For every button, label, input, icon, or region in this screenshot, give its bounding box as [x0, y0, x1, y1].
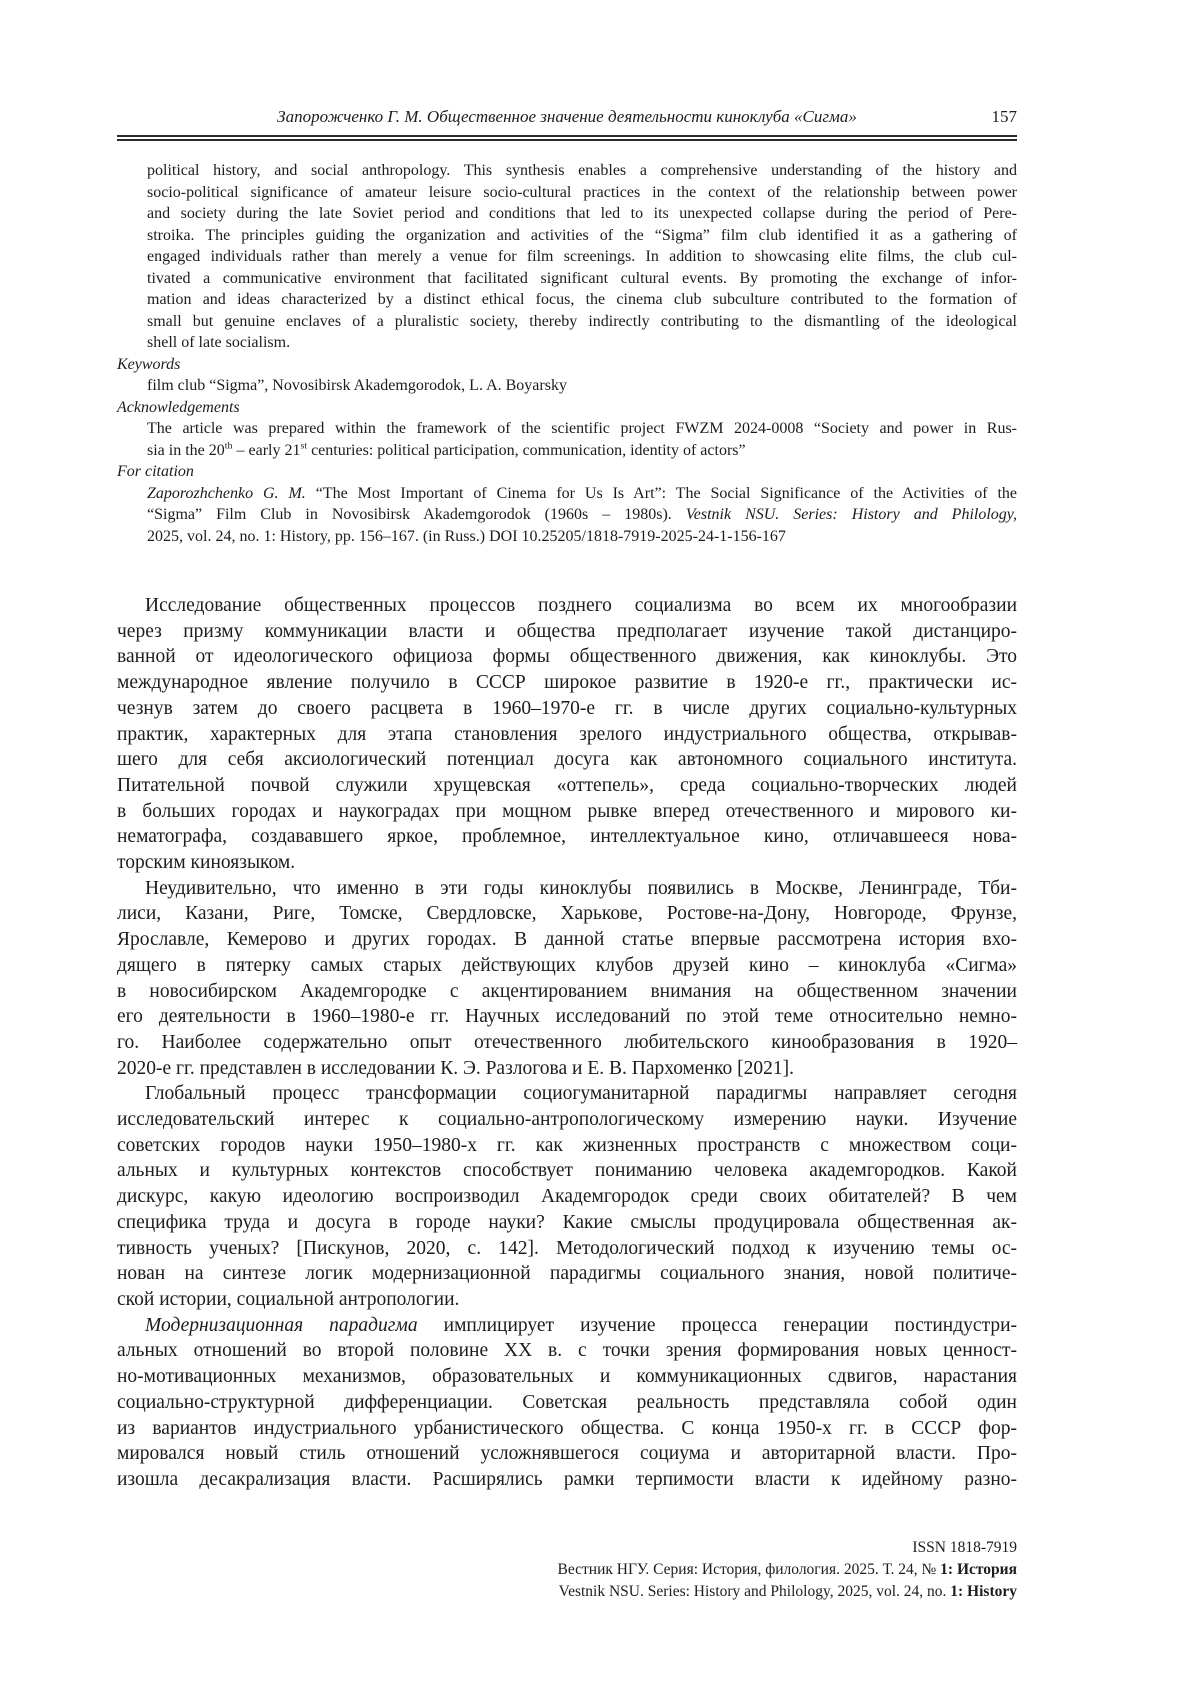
text-segment: th	[224, 440, 233, 452]
for-citation-label: For citation	[117, 463, 194, 480]
text-segment: из вариантов индустриального урбанистического общества. С конца 1950-х гг. в СССР фор-	[117, 1417, 1017, 1439]
text-line	[117, 593, 1017, 619]
text-segment: ISSN 1818-7919	[912, 1539, 1017, 1556]
text-line	[147, 332, 1017, 354]
text-line	[117, 1364, 1017, 1390]
text-line	[147, 246, 1017, 268]
text-segment: 1: History	[950, 1583, 1017, 1600]
text-segment: мировался новый стиль отношений усложнявшегося социума и авторитарной власти. Про-	[117, 1443, 1017, 1465]
text-segment: дящего в пятерку самых старых действующих клубов друзей кино – киноклуба «Сигма»	[117, 954, 1017, 976]
page-header	[117, 103, 1017, 130]
text-line	[147, 311, 1017, 333]
text-segment: тивность ученых? [Пискунов, 2020, с. 142]. Методологический подход к изучению темы ос-	[117, 1237, 1017, 1259]
text-line	[117, 979, 1017, 1005]
paragraph	[117, 1081, 1017, 1312]
text-segment: engaged individuals rather than merely a venue for film screenings. In addition to showcasing elite films, the club cul-	[147, 248, 1017, 265]
text-line	[117, 773, 1017, 799]
text-segment: “The Most Important of Cinema for Us Is Art”: The Social Significance of the Activities of the	[305, 484, 1017, 502]
text-segment: shell of late socialism.	[147, 334, 291, 351]
acknowledgements-label: Acknowledgements	[117, 398, 240, 416]
text-line	[147, 418, 1017, 440]
journal-imprint	[117, 1537, 1017, 1603]
text-segment: socio-political significance of amateur leisure socio-cultural practices in the context of the relationship between power	[147, 183, 1017, 201]
text-segment: советских городов науки 1950–1980-х гг. как жизненных пространств с множеством соци-	[117, 1134, 1017, 1156]
text-line	[147, 225, 1017, 247]
text-segment: нематографа, создававшего яркое, проблемное, интеллектуальное кино, отличавшееся нова-	[117, 826, 1017, 848]
text-segment: 1: История	[940, 1561, 1017, 1578]
text-line	[117, 1030, 1017, 1056]
text-segment: лиси, Казани, Риге, Томске, Свердловске, Харькове, Ростове-на-Дону, Новгороде, Фрунзе,	[117, 903, 1017, 925]
front-matter	[117, 160, 1017, 547]
text-segment: социально-структурной дифференциации. Советская реальность представляла собой один	[117, 1391, 1017, 1413]
paragraph	[117, 1313, 1017, 1493]
text-line	[117, 1416, 1017, 1442]
paragraph	[117, 876, 1017, 1082]
text-line	[117, 1338, 1017, 1364]
text-line	[117, 1287, 1017, 1313]
text-line	[117, 876, 1017, 902]
text-segment: 2020-е гг. представлен в исследовании К. Э. Разлогова и Е. В. Пархоменко [2021].	[117, 1057, 795, 1079]
text-segment: международное явление получило в СССР широкое развитие в 1920-е гг., практически ис-	[117, 672, 1017, 694]
text-line	[147, 526, 1017, 548]
text-segment: Неудивительно, что именно в эти годы киноклубы появились в Москве, Ленинграде, Тби-	[145, 877, 1017, 899]
text-line	[147, 182, 1017, 204]
keywords-label: Keywords	[117, 355, 181, 373]
text-segment: в новосибирском Академгородке с акцентированием внимания на общественном значении	[117, 980, 1017, 1002]
text-line	[147, 483, 1017, 505]
text-segment: практик, характерных для этапа становления зрелого индустриального общества, открывав-	[117, 723, 1017, 745]
text-segment: Питательной почвой служили хрущевская «оттепель», среда социально-творческих людей	[117, 774, 1017, 796]
article-body	[117, 593, 1017, 1493]
text-segment: Исследование общественных процессов позднего социализма во всем их многообразии	[145, 595, 1017, 616]
text-line	[117, 1158, 1017, 1184]
text-segment: and society during the late Soviet period and conditions that led to its unexpected collapse during the period of Pere-	[147, 205, 1017, 222]
text-segment: специфика труда и досуга в городе науки? Какие смыслы продуцировала общественная ак-	[117, 1211, 1017, 1233]
text-line	[117, 1261, 1017, 1287]
text-line	[117, 1133, 1017, 1159]
text-segment: st	[300, 440, 308, 452]
text-line	[147, 268, 1017, 290]
text-segment: Вестник НГУ. Серия: История, филология. 2025. Т. 24, №	[557, 1561, 941, 1578]
text-line	[147, 504, 1017, 526]
text-line	[117, 927, 1017, 953]
text-line	[147, 203, 1017, 225]
text-line	[147, 160, 1017, 182]
text-segment: “Sigma” Film Club in Novosibirsk Akademgorodok (1960s – 1980s).	[147, 506, 686, 523]
running-title: Запорожченко Г. М. Общественное значение деятельности киноклуба «Сигма»	[277, 107, 857, 126]
text-line	[117, 824, 1017, 850]
text-line	[117, 1107, 1017, 1133]
text-segment: ванной от идеологического официоза формы общественного движения, как киноклубы. Это	[117, 646, 1017, 668]
paragraph	[117, 593, 1017, 876]
acknowledgements-text	[147, 418, 1017, 461]
text-segment: stroika. The principles guiding the organization and activities of the “Sigma” film club identified it as a gathering of	[147, 226, 1017, 244]
text-segment: Vestnik NSU. Series: History and Philology,	[685, 506, 1018, 523]
text-segment: ской истории, социальной антропологии.	[117, 1288, 460, 1310]
text-segment: Vestnik NSU. Series: History and Philology, 2025, vol. 24, no.	[558, 1583, 951, 1600]
text-line	[147, 375, 1017, 397]
text-line	[147, 289, 1017, 311]
text-segment: альных и культурных контекстов способствует пониманию человека академгородков. Какой	[117, 1160, 1017, 1182]
text-segment: 2025, vol. 24, no. 1: History, pp. 156–167. (in Russ.) DOI 10.25205/1818-7919-2025-24-1-156-167	[147, 527, 786, 545]
text-line	[117, 850, 1017, 876]
text-line	[117, 1559, 1017, 1581]
text-segment: Глобальный процесс трансформации социогуманитарной парадигмы направляет сегодня	[145, 1083, 1017, 1105]
text-segment: tivated a communicative environment that facilitated significant cultural events. By promoting the exchange of infor-	[147, 269, 1017, 287]
text-line	[117, 644, 1017, 670]
text-segment: sia in the 20	[147, 441, 225, 459]
text-line	[117, 1210, 1017, 1236]
text-line	[117, 722, 1017, 748]
header-divider-rule	[117, 135, 1017, 141]
text-line	[117, 1581, 1017, 1603]
page-number: 157	[991, 107, 1017, 126]
text-line	[117, 1313, 1017, 1339]
text-segment: The article was prepared within the framework of the scientific project FWZM 2024-0008 “Society and power in Rus-	[147, 420, 1017, 437]
text-line	[117, 799, 1017, 825]
text-line	[117, 747, 1017, 773]
page-footer	[117, 1537, 1017, 1603]
text-segment: Zaporozhchenko G. M.	[147, 484, 306, 502]
text-segment: его деятельности в 1960–1980-е гг. Научных исследований по этой теме относительно немно-	[117, 1006, 1017, 1028]
text-segment: торским киноязыком.	[117, 852, 296, 874]
text-segment: изошла десакрализация власти. Расширялись рамки терпимости власти к идейному разно-	[117, 1468, 1017, 1490]
text-segment: mation and ideas characterized by a distinct ethical focus, the cinema club subculture contributed to the formation of	[147, 291, 1017, 308]
text-segment: в больших городах и наукоградах при мощном рывке вперед отечественного и мирового ки-	[117, 800, 1017, 822]
text-line	[147, 440, 1017, 462]
text-segment: исследовательский интерес к социально-антропологическому измерению науки. Изучение	[117, 1109, 1017, 1131]
text-segment: чезнув затем до своего расцвета в 1960–1970-е гг. в числе других социально-культурных	[117, 697, 1017, 719]
text-segment: но-мотивационных механизмов, образовательных и коммуникационных сдвигов, нарастания	[117, 1366, 1017, 1388]
text-line	[117, 1390, 1017, 1416]
citation-text	[147, 483, 1017, 548]
text-segment: шего для себя аксиологический потенциал досуга как автономного социального института.	[117, 749, 1017, 771]
text-segment: political history, and social anthropology. This synthesis enables a comprehensive understanding of the history and	[147, 162, 1017, 179]
text-line	[117, 670, 1017, 696]
text-segment: го. Наиболее содержательно опыт отечественного любительского кинообразования в 1920–	[117, 1031, 1017, 1053]
text-segment: через призму коммуникации власти и общества предполагает изучение такой дистанциро-	[117, 620, 1017, 642]
text-line	[117, 1441, 1017, 1467]
text-line	[117, 1056, 1017, 1082]
text-line	[117, 1537, 1017, 1559]
text-segment: имплицирует изучение процесса генерации постиндустри-	[417, 1314, 1018, 1336]
text-line	[117, 696, 1017, 722]
text-segment: альных отношений во второй половине XX в. с точки зрения формирования новых ценност-	[117, 1340, 1017, 1362]
text-segment: film club “Sigma”, Novosibirsk Akademgorodok, L. A. Boyarsky	[147, 377, 567, 394]
text-line	[117, 1236, 1017, 1262]
text-segment: small but genuine enclaves of a pluralistic society, thereby indirectly contributing to the dismantling of the ideological	[147, 312, 1017, 330]
abstract-text	[147, 160, 1017, 354]
text-line	[117, 1004, 1017, 1030]
text-segment: нован на синтезе логик модернизационной парадигмы социального знания, новой политиче-	[117, 1263, 1017, 1285]
text-segment: – early 21	[232, 441, 301, 459]
text-line	[117, 901, 1017, 927]
text-segment: Модернизационная парадигма	[145, 1314, 418, 1336]
text-line	[117, 619, 1017, 645]
text-segment: дискурс, какую идеологию воспроизводил Академгородок среди своих обитателей? В чем	[117, 1186, 1017, 1208]
text-line	[117, 1081, 1017, 1107]
text-line	[117, 953, 1017, 979]
text-line	[117, 1467, 1017, 1493]
text-segment: centuries: political participation, communication, identity of actors”	[307, 441, 746, 459]
keywords-text	[147, 375, 1017, 397]
text-line	[117, 1184, 1017, 1210]
text-segment: Ярославле, Кемерово и других городах. В данной статье впервые рассмотрена история вхо-	[117, 929, 1017, 951]
